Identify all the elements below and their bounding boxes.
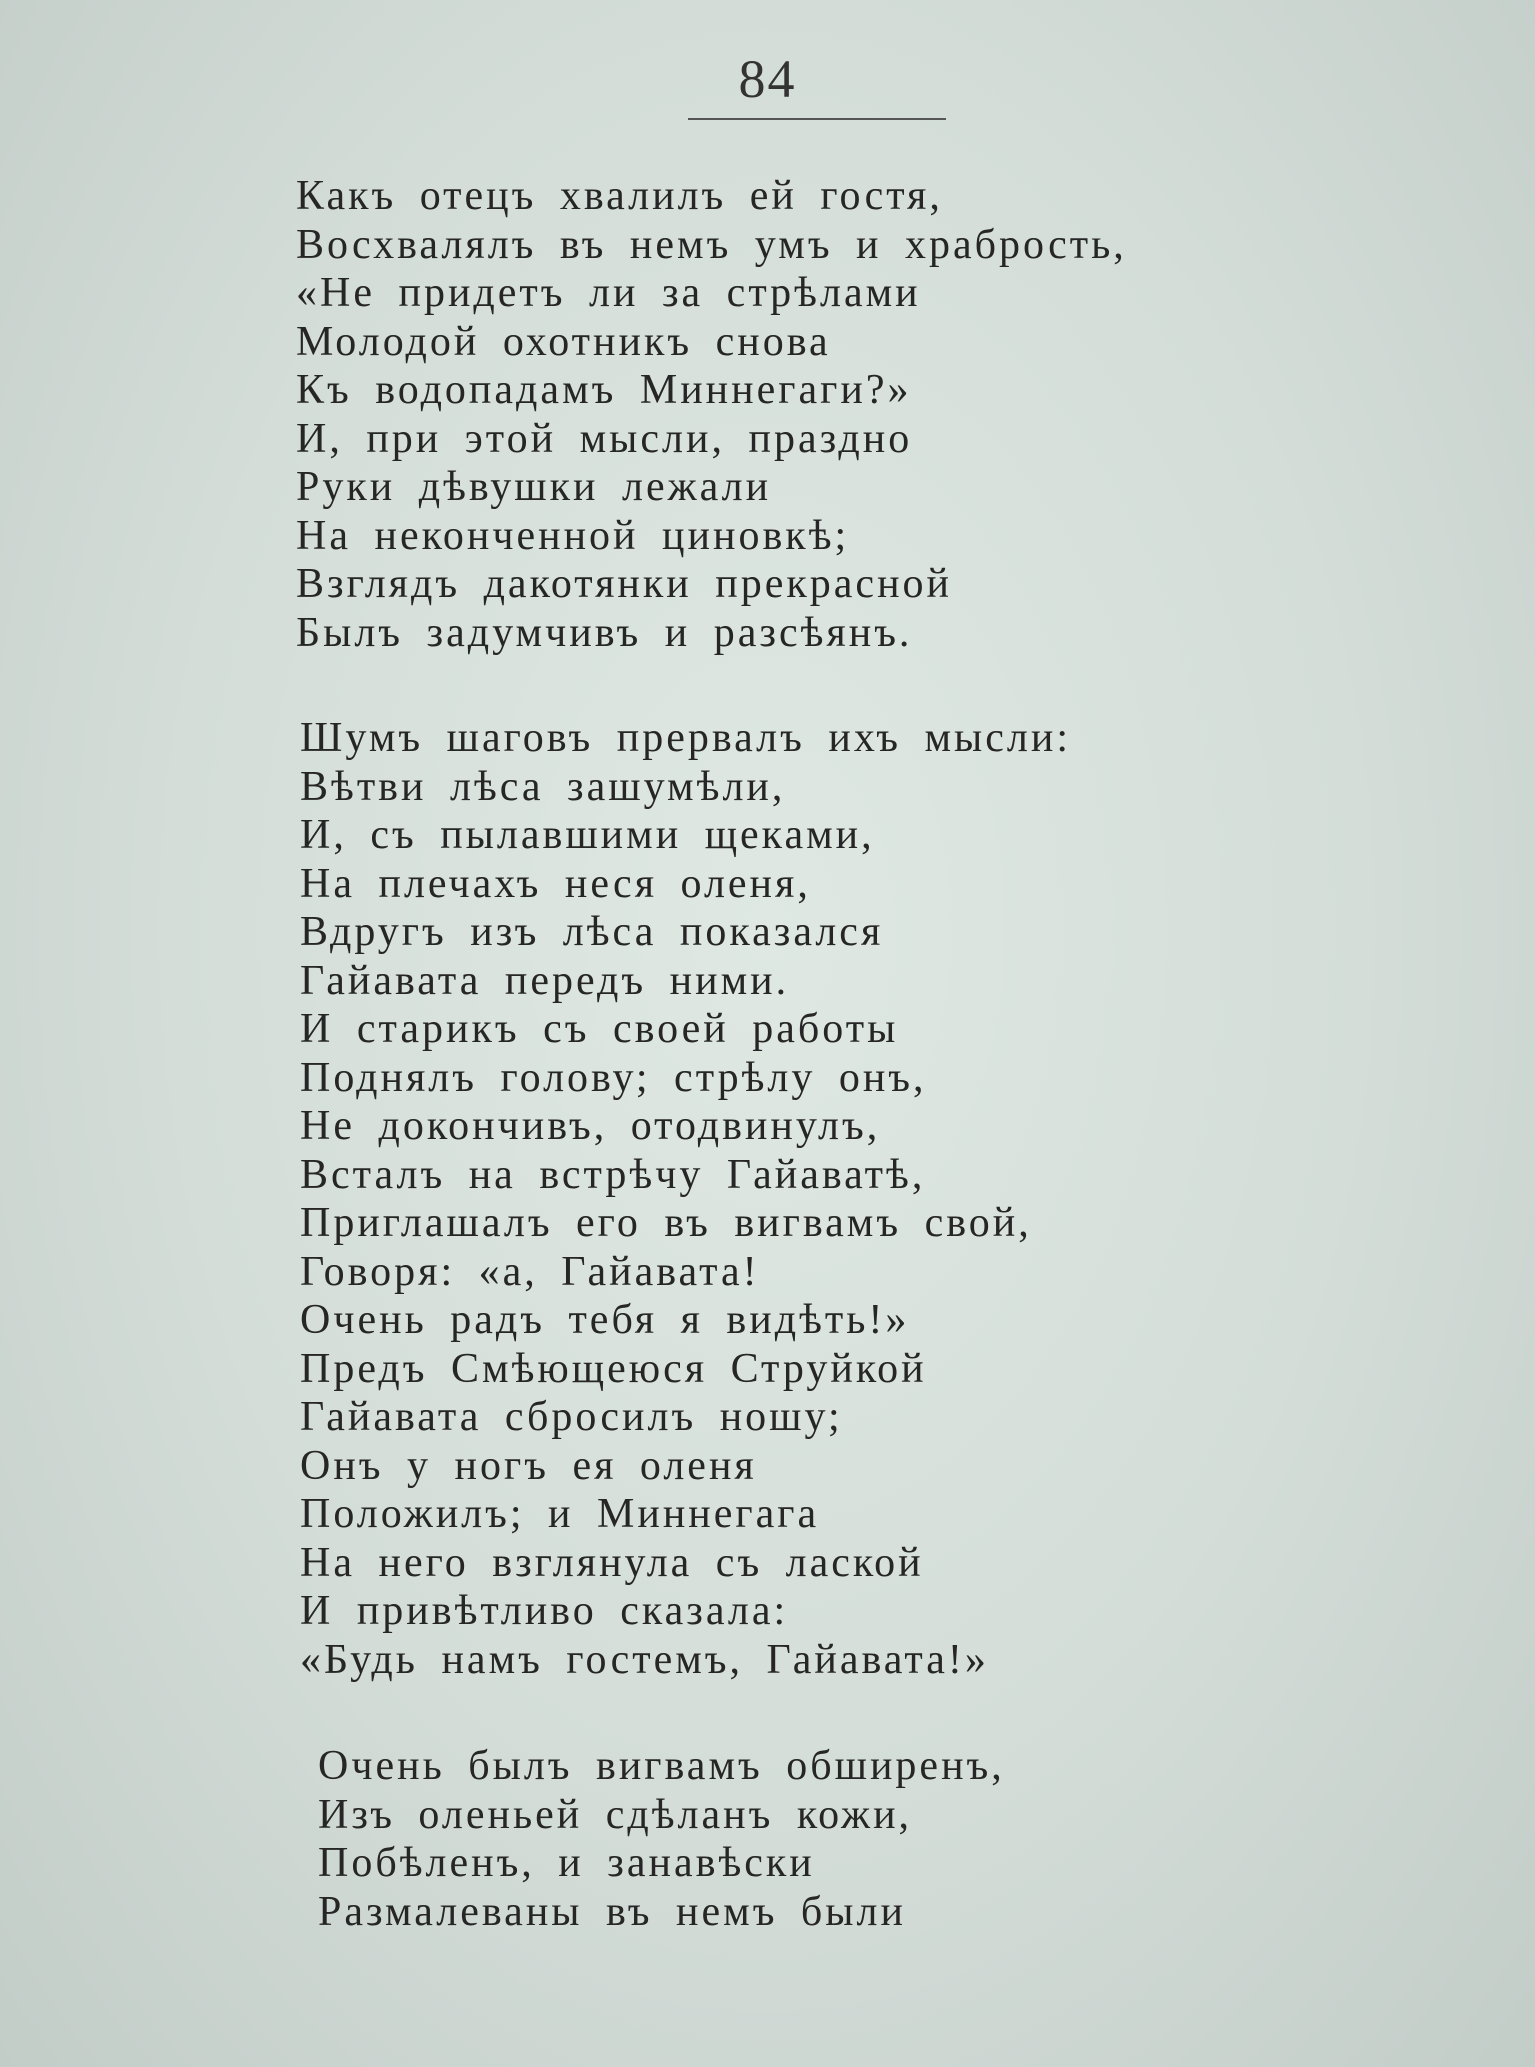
verse-line: Руки дѣвушки лежали [296, 464, 772, 510]
verse-line: Къ водопадамъ Миннегаги?» [296, 367, 912, 413]
verse-line: На него взглянула съ лаской [300, 1539, 924, 1586]
verse-line: Изъ оленьей сдѣланъ кожи, [318, 1791, 913, 1838]
verse-line: Какъ отецъ хвалилъ ей гостя, [296, 173, 943, 219]
verse-line: На плечахъ неся оленя, [300, 860, 811, 907]
verse-line: Поднялъ голову; стрѣлу онъ, [300, 1054, 927, 1101]
verse-line: «Не придетъ ли за стрѣлами [296, 270, 921, 316]
verse-line: Гайавата передъ ними. [300, 957, 790, 1004]
verse-line: Былъ задумчивъ и разсѣянъ. [296, 609, 913, 656]
page-number: 84 [738, 49, 797, 109]
verse-line: Предъ Смѣющеюся Струйкой [300, 1345, 927, 1392]
verse-line: И, съ пылавшими щеками, [300, 812, 875, 858]
verse-line: Вѣтви лѣса зашумѣли, [300, 763, 786, 810]
verse-line: Говоря: «а, Гайавата! [300, 1248, 760, 1295]
verse-line: Размалеваны въ немъ были [318, 1888, 906, 1935]
verse-line: Онъ у ногъ ея оленя [300, 1442, 757, 1489]
stanza-2 [300, 714, 1071, 1684]
verse-line: Вдругъ изъ лѣса показался [300, 909, 884, 955]
verse-line: Не докончивъ, отодвинулъ, [300, 1103, 881, 1149]
verse-line: Приглашалъ его въ вигвамъ свой, [300, 1200, 1032, 1246]
verse-line: Шумъ шаговъ прервалъ ихъ мысли: [300, 715, 1071, 761]
verse-line: Положилъ; и Миннегага [300, 1491, 820, 1537]
verse-line: Очень былъ вигвамъ обширенъ, [318, 1743, 1005, 1789]
verse-line: Взглядъ дакотянки прекрасной [296, 561, 953, 607]
verse-line: Всталъ на встрѣчу Гайаватѣ, [300, 1151, 926, 1198]
verse-line: Восхвалялъ въ немъ умъ и храбрость, [296, 221, 1127, 268]
verse-line: И старикъ съ своей работы [300, 1006, 899, 1052]
verse-line: Гайавата сбросилъ ношу; [300, 1394, 843, 1440]
verse-line: Очень радъ тебя я видѣть!» [300, 1297, 910, 1343]
verse-line: Побѣленъ, и занавѣски [318, 1840, 815, 1886]
verse-line: И привѣтливо сказала: [300, 1588, 789, 1634]
verse-line: «Будь намъ гостемъ, Гайавата!» [300, 1636, 989, 1683]
verse-line: И, при этой мысли, праздно [296, 415, 913, 462]
header-rule [688, 118, 946, 120]
verse-line: Молодой охотникъ снова [296, 318, 831, 365]
stanza-3 [318, 1742, 1005, 1936]
stanza-1 [296, 172, 1127, 657]
verse-line: На неконченной циновкѣ; [296, 512, 850, 559]
